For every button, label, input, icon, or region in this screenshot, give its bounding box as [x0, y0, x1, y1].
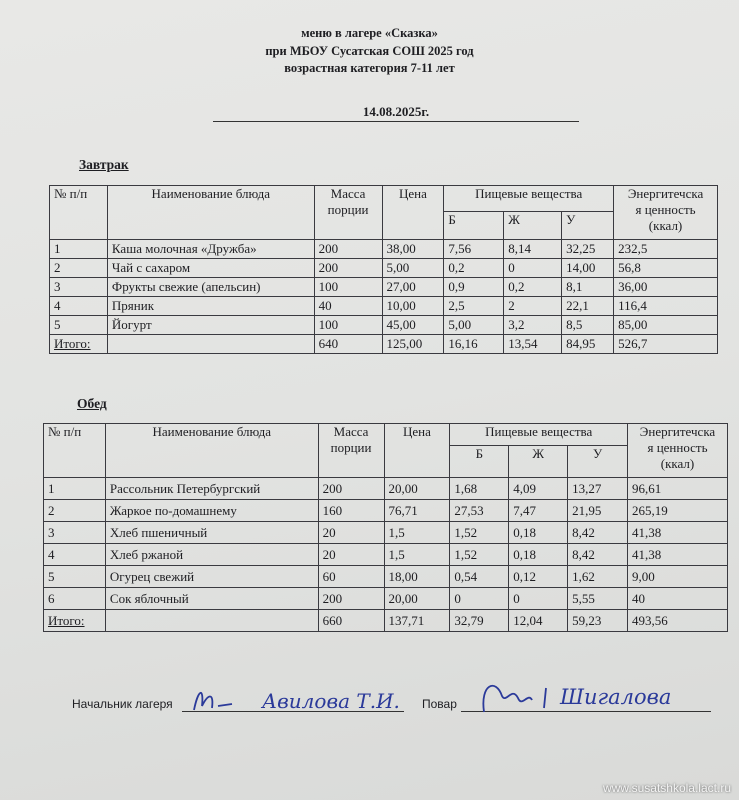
- cell-price: 38,00: [382, 240, 444, 259]
- col-u-header: У: [568, 446, 628, 478]
- cell-name: Хлеб ржаной: [105, 544, 318, 566]
- cell-name: Жаркое по-домашнему: [105, 500, 318, 522]
- total-zh: 12,04: [509, 610, 568, 632]
- cell-u: 21,95: [568, 500, 628, 522]
- cell-u: 13,27: [568, 478, 628, 500]
- cell-name: Хлеб пшеничный: [105, 522, 318, 544]
- col-price-header: Цена: [382, 186, 444, 240]
- energy-header-part-1: Энергитечска: [639, 424, 716, 439]
- total-row: [50, 335, 718, 354]
- col-mass-header: Масса порции: [314, 186, 382, 240]
- cell-u: 8,42: [568, 544, 628, 566]
- chief-label: Начальник лагеря: [72, 697, 173, 711]
- cell-num: 2: [44, 500, 106, 522]
- table-row: [44, 544, 728, 566]
- total-price: 125,00: [382, 335, 444, 354]
- cell-energy: 116,4: [614, 297, 718, 316]
- cell-num: 6: [44, 588, 106, 610]
- cell-zh: 0,12: [509, 566, 568, 588]
- cell-name: Сок яблочный: [105, 588, 318, 610]
- table-row: [50, 240, 718, 259]
- cell-mass: 100: [314, 316, 382, 335]
- cell-zh: 8,14: [504, 240, 562, 259]
- cell-mass: 160: [318, 500, 384, 522]
- cell-name: Рассольник Петербургский: [105, 478, 318, 500]
- table-row: [44, 478, 728, 500]
- cook-signature-text: Шигалова: [560, 685, 672, 709]
- cell-mass: 200: [318, 478, 384, 500]
- total-empty-cell: [105, 610, 318, 632]
- cell-b: 1,52: [450, 522, 509, 544]
- cell-b: 1,52: [450, 544, 509, 566]
- total-label: Итого:: [44, 610, 106, 632]
- cell-zh: 4,09: [509, 478, 568, 500]
- table-row: [50, 259, 718, 278]
- cell-mass: 20: [318, 544, 384, 566]
- cell-mass: 200: [314, 259, 382, 278]
- cell-b: 1,68: [450, 478, 509, 500]
- cell-price: 1,5: [384, 544, 450, 566]
- cell-price: 27,00: [382, 278, 444, 297]
- cell-mass: 100: [314, 278, 382, 297]
- cell-price: 20,00: [384, 478, 450, 500]
- table-row: [44, 500, 728, 522]
- cell-energy: 85,00: [614, 316, 718, 335]
- cell-mass: 60: [318, 566, 384, 588]
- col-zh-header: Ж: [509, 446, 568, 478]
- cell-zh: 7,47: [509, 500, 568, 522]
- cell-num: 1: [44, 478, 106, 500]
- energy-header-part-2: я ценность: [647, 440, 708, 455]
- total-u: 59,23: [568, 610, 628, 632]
- cell-zh: 0: [509, 588, 568, 610]
- energy-header-part-1: Энергитечска: [627, 186, 704, 201]
- cell-price: 18,00: [384, 566, 450, 588]
- col-energy-header: [614, 186, 718, 240]
- cell-b: 0,2: [444, 259, 504, 278]
- cell-mass: 200: [314, 240, 382, 259]
- cell-b: 2,5: [444, 297, 504, 316]
- col-u-header: У: [562, 212, 614, 240]
- energy-header-part-3: (ккал): [648, 218, 683, 233]
- total-energy: 493,56: [628, 610, 728, 632]
- total-label: Итого:: [50, 335, 108, 354]
- col-nutrients-header: Пищевые вещества: [450, 424, 628, 446]
- cell-u: 22,1: [562, 297, 614, 316]
- cell-b: 0: [450, 588, 509, 610]
- cell-u: 32,25: [562, 240, 614, 259]
- cell-energy: 96,61: [628, 478, 728, 500]
- cell-name: Каша молочная «Дружба»: [107, 240, 314, 259]
- col-zh-header: Ж: [504, 212, 562, 240]
- cell-mass: 200: [318, 588, 384, 610]
- cell-b: 0,54: [450, 566, 509, 588]
- cell-u: 1,62: [568, 566, 628, 588]
- cook-signature: [462, 674, 712, 718]
- cell-num: 4: [44, 544, 106, 566]
- chief-signature: [188, 680, 402, 720]
- cell-energy: 56,8: [614, 259, 718, 278]
- cell-u: 8,1: [562, 278, 614, 297]
- total-mass: 660: [318, 610, 384, 632]
- cell-num: 4: [50, 297, 108, 316]
- cell-zh: 0: [504, 259, 562, 278]
- total-empty-cell: [107, 335, 314, 354]
- cell-name: Чай с сахаром: [107, 259, 314, 278]
- energy-header-part-3: (ккал): [660, 456, 695, 471]
- cook-label: Повар: [422, 697, 457, 711]
- cell-name: Йогурт: [107, 316, 314, 335]
- cell-b: 0,9: [444, 278, 504, 297]
- site-watermark: www.susatshkola.lact.ru: [602, 781, 731, 795]
- chief-signature-text: Авилова Т.И.: [262, 689, 400, 713]
- table-row: [44, 522, 728, 544]
- col-mass-header: Масса порции: [318, 424, 384, 478]
- total-energy: 526,7: [614, 335, 718, 354]
- cell-energy: 232,5: [614, 240, 718, 259]
- cell-energy: 265,19: [628, 500, 728, 522]
- cell-b: 5,00: [444, 316, 504, 335]
- cell-price: 76,71: [384, 500, 450, 522]
- cell-b: 27,53: [450, 500, 509, 522]
- cell-u: 14,00: [562, 259, 614, 278]
- breakfast-table: [49, 185, 718, 354]
- cell-energy: 36,00: [614, 278, 718, 297]
- cell-num: 2: [50, 259, 108, 278]
- cell-energy: 40: [628, 588, 728, 610]
- col-num-header: № п/п: [44, 424, 106, 478]
- breakfast-title: Завтрак: [79, 157, 129, 172]
- cell-name: Огурец свежий: [105, 566, 318, 588]
- total-u: 84,95: [562, 335, 614, 354]
- header-line-2: при МБОУ Сусатская СОШ 2025 год: [265, 44, 474, 58]
- cell-mass: 40: [314, 297, 382, 316]
- col-b-header: Б: [450, 446, 509, 478]
- cell-u: 5,55: [568, 588, 628, 610]
- cell-mass: 20: [318, 522, 384, 544]
- col-name-header: Наименование блюда: [107, 186, 314, 240]
- cell-num: 3: [44, 522, 106, 544]
- header-line-1: меню в лагере «Сказка»: [301, 26, 438, 40]
- table-row: [44, 588, 728, 610]
- cell-name: Пряник: [107, 297, 314, 316]
- cell-num: 5: [44, 566, 106, 588]
- cell-u: 8,5: [562, 316, 614, 335]
- cell-num: 5: [50, 316, 108, 335]
- total-mass: 640: [314, 335, 382, 354]
- total-price: 137,71: [384, 610, 450, 632]
- col-price-header: Цена: [384, 424, 450, 478]
- cell-energy: 41,38: [628, 522, 728, 544]
- total-zh: 13,54: [504, 335, 562, 354]
- cell-zh: 0,18: [509, 544, 568, 566]
- table-row: [50, 278, 718, 297]
- cell-energy: 9,00: [628, 566, 728, 588]
- total-b: 32,79: [450, 610, 509, 632]
- cell-zh: 0,18: [509, 522, 568, 544]
- total-b: 16,16: [444, 335, 504, 354]
- cell-zh: 0,2: [504, 278, 562, 297]
- table-row: [50, 297, 718, 316]
- col-nutrients-header: Пищевые вещества: [444, 186, 614, 212]
- cell-name: Фрукты свежие (апельсин): [107, 278, 314, 297]
- cell-price: 5,00: [382, 259, 444, 278]
- menu-date: 14.08.2025г.: [213, 104, 579, 122]
- col-b-header: Б: [444, 212, 504, 240]
- cell-energy: 41,38: [628, 544, 728, 566]
- cell-num: 1: [50, 240, 108, 259]
- table-row: [44, 566, 728, 588]
- col-name-header: Наименование блюда: [105, 424, 318, 478]
- table-row: [50, 316, 718, 335]
- cell-b: 7,56: [444, 240, 504, 259]
- cell-price: 10,00: [382, 297, 444, 316]
- energy-header-part-2: я ценность: [635, 202, 696, 217]
- total-row: [44, 610, 728, 632]
- cell-u: 8,42: [568, 522, 628, 544]
- cell-zh: 3,2: [504, 316, 562, 335]
- cell-zh: 2: [504, 297, 562, 316]
- cell-num: 3: [50, 278, 108, 297]
- header-line-3: возрастная категория 7-11 лет: [284, 61, 455, 75]
- col-energy-header: [628, 424, 728, 478]
- cell-price: 20,00: [384, 588, 450, 610]
- lunch-table: [43, 423, 728, 632]
- col-num-header: № п/п: [50, 186, 108, 240]
- lunch-title: Обед: [77, 396, 107, 411]
- cell-price: 45,00: [382, 316, 444, 335]
- cell-price: 1,5: [384, 522, 450, 544]
